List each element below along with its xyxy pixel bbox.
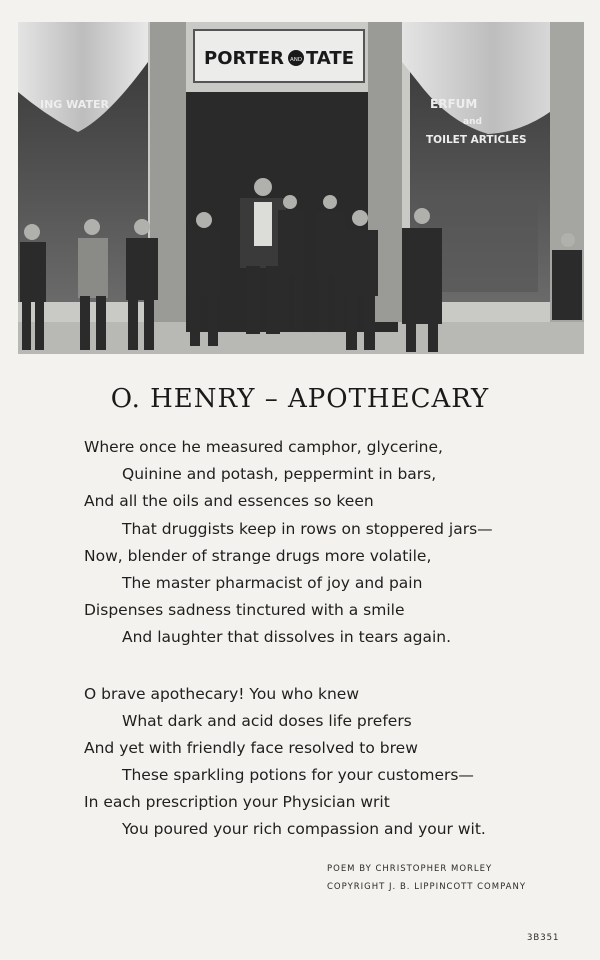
poem-line: You poured your rich compassion and your wit.	[122, 820, 486, 839]
right-window-line1: ERFUM	[430, 97, 478, 111]
poem-line: What dark and acid doses life prefers	[122, 711, 412, 730]
poem-line: These sparkling potions for your customers—	[122, 766, 474, 785]
poem-line: Dispenses sadness tinctured with a smile	[84, 601, 405, 620]
credit-copyright: COPYRIGHT J. B. LIPPINCOTT COMPANY	[327, 882, 527, 892]
sign-left-text: PORTER	[204, 48, 284, 69]
poem-line: The master pharmacist of joy and pain	[122, 573, 423, 592]
poem-line: Where once he measured camphor, glycerine,	[84, 438, 443, 456]
poem-line: Quinine and potash, peppermint in bars,	[122, 465, 437, 484]
poem-title: O. HENRY – APOTHECARY	[110, 384, 490, 414]
sign-right-text: TATE	[306, 48, 354, 69]
left-window-text: ING WATER	[40, 98, 109, 111]
poem-line: O brave apothecary! You who knew	[84, 684, 360, 703]
storefront-illustration	[18, 22, 584, 354]
credit-block	[327, 860, 526, 896]
poem-body	[84, 434, 564, 844]
catalog-code: 3B351	[527, 933, 560, 943]
right-window-line2: and	[463, 117, 482, 127]
stanza-break	[84, 652, 564, 681]
storefront-photo	[18, 22, 584, 354]
poem-line: And laughter that dissolves in tears again.	[122, 628, 452, 647]
poem-line: And all the oils and essences so keen	[84, 492, 374, 511]
credit-author: POEM BY CHRISTOPHER MORLEY	[327, 864, 493, 874]
right-window-line3: TOILET ARTICLES	[426, 134, 527, 146]
sign-amp-text: AND	[289, 57, 303, 63]
poem-line: Now, blender of strange drugs more volatile,	[84, 546, 432, 565]
poem-line: And yet with friendly face resolved to brew	[84, 738, 418, 757]
poem-line: In each prescription your Physician writ	[84, 793, 390, 812]
poem-line: That druggists keep in rows on stoppered jars—	[122, 519, 493, 538]
